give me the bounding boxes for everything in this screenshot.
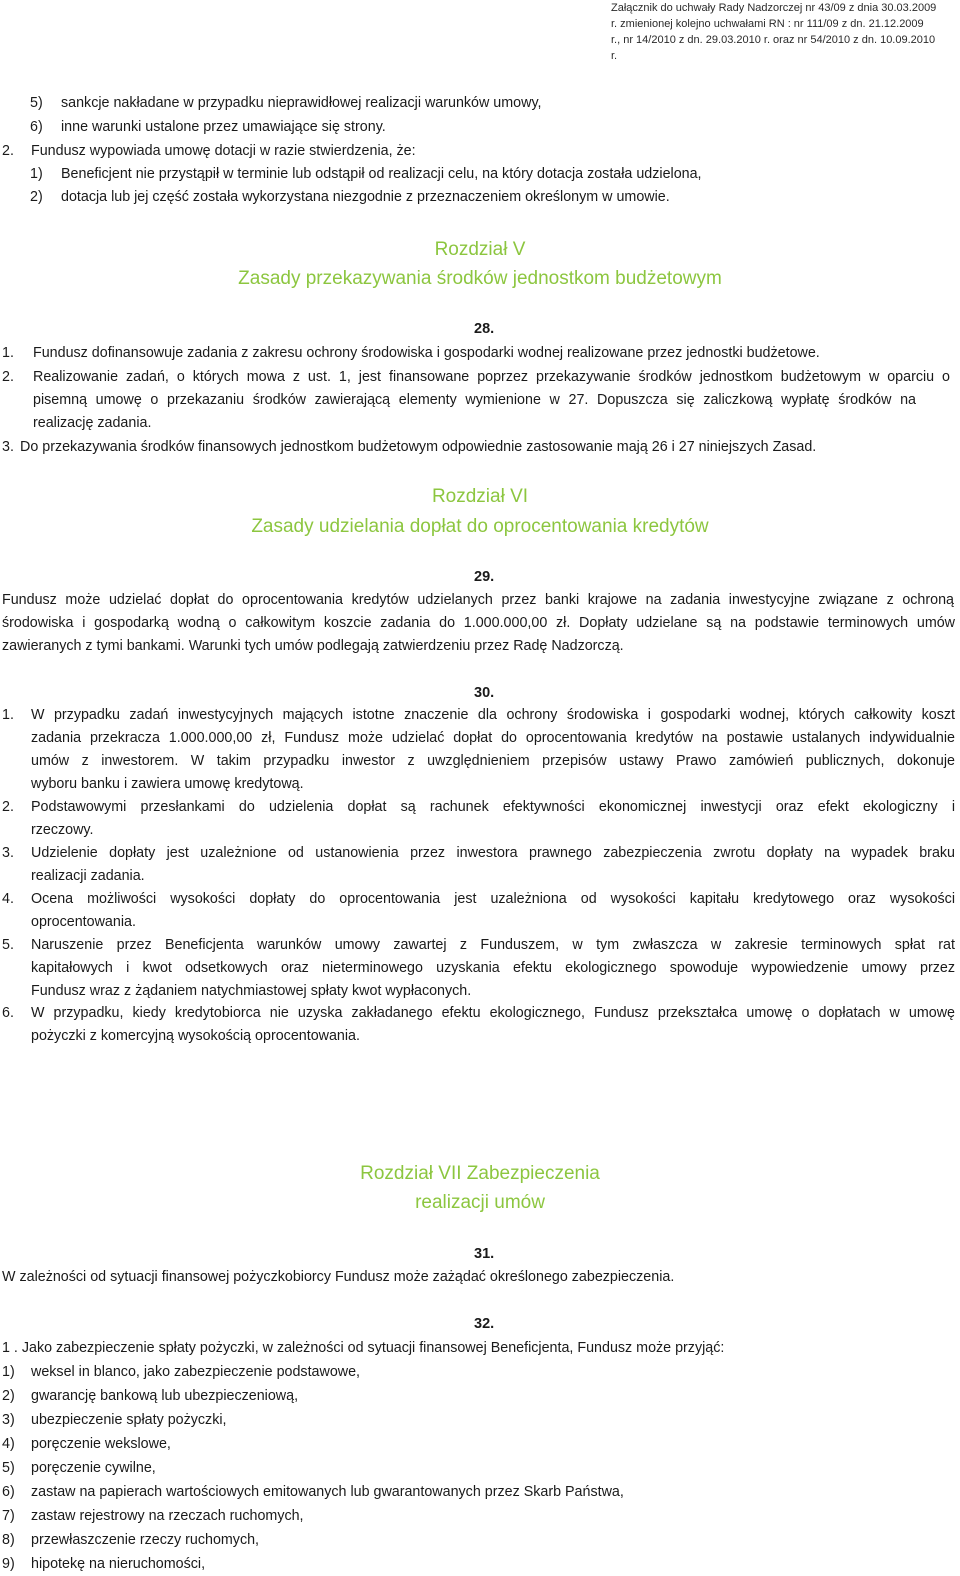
text-line: Fundusz wraz z żądaniem natychmiastowej spłaty kwot wypłaconych. (31, 983, 472, 999)
text-line: Udzielenie dopłaty jest uzależnione od ustanowienia przez inwestora prawnego zabezpieczenia zwrotu dopłaty na wypadek braku (31, 845, 955, 861)
header-line: r., nr 14/2010 z dn. 29.03.2010 r. oraz nr 54/2010 z dn. 10.09.2010 (611, 34, 936, 46)
chapter-title: realizacji umów (415, 1192, 545, 1213)
list-item-line (31, 819, 94, 842)
section-label: 29. (474, 569, 495, 585)
text-line: rzeczowy. (31, 822, 94, 838)
list-item-line (31, 865, 145, 888)
list-number: 3. (2, 845, 14, 861)
list-number: 2. (2, 143, 14, 159)
list-item: inne warunki ustalone przez umawiające się strony. (61, 119, 386, 135)
list-number: 9) (2, 1556, 15, 1572)
paragraph-line (2, 612, 955, 635)
list-number: 8) (2, 1532, 15, 1548)
text-line: W przypadku, kiedy kredytobiorca nie uzyska zakładanego efektu ekologicznego, Fundusz przekształca umowę o dopłatach w umowę (31, 1005, 955, 1021)
paragraph: 1 . Jako zabezpieczenie spłaty pożyczki, w zależności od sytuacji finansowej Beneficjenta, Fundusz może przyjąć: (2, 1340, 725, 1356)
text-line: kapitałowych i kwot odsetkowych oraz nieterminowego uzyskania efektu ekologicznego spowoduje wypowiedzenie umowy przez (31, 960, 955, 976)
header-line: r. (611, 50, 618, 62)
section-number (462, 318, 494, 341)
text-line: Fundusz może udzielać dopłat do oprocentowania kredytów udzielanych przez banki krajowe na zadania inwestycyjne związane z ochroną (2, 592, 954, 608)
list-item: gwarancję bankową lub ubezpieczeniową, (31, 1388, 299, 1404)
header-line: r. zmienionej kolejno uchwałami RN : nr 111/09 z dn. 21.12.2009 (611, 18, 924, 30)
list-number: 5) (2, 1460, 15, 1476)
list-number: 2) (30, 189, 43, 205)
list-item-line (31, 980, 471, 1003)
text-line: realizacji zadania. (31, 868, 145, 884)
list-number: 6. (2, 1005, 14, 1021)
list-number: 6) (30, 119, 43, 135)
list-number: 6) (2, 1484, 15, 1500)
list-number: 2. (2, 799, 14, 815)
chapter-title: Rozdział VI (431, 486, 529, 507)
list-item: przewłaszczenie rzeczy ruchomych, (31, 1532, 260, 1548)
list-item: Beneficjent nie przystąpił w terminie lub odstąpił od realizacji celu, na który dotacja została udzielona, (61, 166, 702, 182)
paragraph: Fundusz wypowiada umowę dotacji w razie stwierdzenia, że: (31, 143, 416, 159)
list-number: 7) (2, 1508, 15, 1524)
list-item-line (31, 957, 955, 980)
list-item: zastaw rejestrowy na rzeczach ruchomych, (31, 1508, 304, 1524)
text-line: wyboru banku i zawiera umowę kredytową. (31, 776, 304, 792)
text-line: Ocena możliwości wysokości dopłaty do oprocentowania jest uzależniona od wysokości kapitału kredytowego oraz wysokości (31, 891, 955, 907)
text-line: środowiska i gospodarką wodną o całkowitym koszcie zadania do 1.000.000,00 zł. Dopłaty udzielane są na podstawie terminowych umów (2, 615, 955, 631)
chapter-subtitle: Zasady udzielania dopłat do oprocentowania kredytów (251, 516, 709, 537)
list-item-line (31, 842, 955, 865)
section-number (462, 682, 494, 705)
list-item: hipotekę na nieruchomości, (31, 1556, 206, 1572)
header-line: Załącznik do uchwały Rady Nadzorczej nr 43/09 z dnia 30.03.2009 (611, 2, 937, 14)
list-number: 5. (2, 937, 14, 953)
list-item-line (31, 704, 955, 727)
list-item: ubezpieczenie spłaty pożyczki, (31, 1412, 227, 1428)
text-line: W przypadku zadań inwestycyjnych mających istotne znaczenie dla ochrony środowiska i gospodarki wodnej, których całkowity koszt (31, 707, 955, 723)
list-item-line (31, 911, 136, 934)
list-item: dotacja lub jej część została wykorzystana niezgodnie z przeznaczeniem określonym w umowie. (61, 189, 670, 205)
text-line: zadania przekracza 1.000.000,00 zł, Fundusz może udzielać dopłat do oprocentowania kredytów na postawie ustalanych indywidualnie (31, 730, 955, 746)
text-line: Naruszenie przez Beneficjenta warunków umowy zawartej z Funduszem, w tym zwłaszcza w zakresie terminowych spłat rat (31, 937, 955, 953)
list-number: 1) (2, 1364, 15, 1380)
list-number: 3) (2, 1412, 15, 1428)
list-item: zastaw na papierach wartościowych emitowanych lub gwarantowanych przez Skarb Państwa, (31, 1484, 624, 1500)
chapter-subtitle: Zasady przekazywania środków jednostkom budżetowym (238, 268, 722, 289)
list-item-line (31, 934, 955, 957)
paragraph: Fundusz dofinansowuje zadania z zakresu ochrony środowiska i gospodarki wodnej realizowane przez jednostki budżetowe. (33, 345, 820, 361)
section-label: 32. (474, 1316, 495, 1332)
paragraph-line: realizację zadania. (33, 415, 152, 431)
text-line: Realizowanie zadań, o których mowa z ust. 1, jest finansowane poprzez przekazywanie środków jednostkom budżetowym w oparciu o (33, 369, 950, 385)
text-line: Podstawowymi przesłankami do udzielenia dopłat są rachunek efektywności ekonomicznej inwestycji oraz efekt ekologiczny i (31, 799, 955, 815)
paragraph: Do przekazywania środków finansowych jednostkom budżetowym odpowiednie zastosowanie mają 26 i 27 niniejszych Zasad. (20, 439, 817, 455)
list-item: weksel in blanco, jako zabezpieczenie podstawowe, (31, 1364, 361, 1380)
list-item-line (31, 1025, 360, 1048)
list-number: 2) (2, 1388, 15, 1404)
list-item-line (31, 750, 955, 773)
section-label: 31. (474, 1246, 495, 1262)
text-line: pisemną umowę o przekazaniu środków zawierającą elementy wymienione w 27. Dopuszcza się zaliczkową wypłatę środków na (33, 392, 916, 408)
list-item: sankcje nakładane w przypadku nieprawidłowej realizacji warunków umowy, (61, 95, 542, 111)
section-number (462, 1243, 494, 1266)
section-number (462, 1313, 494, 1336)
list-item-line (31, 727, 955, 750)
section-label: 28. (474, 321, 495, 337)
text-line: pożyczki z komercyjną wysokością oprocentowania. (31, 1028, 360, 1044)
list-item-line (31, 888, 955, 911)
list-number: 2. (2, 369, 14, 385)
list-number: 4. (2, 891, 14, 907)
list-item-line (31, 773, 304, 796)
text-line: umów z inwestorem. W takim przypadku inwestor z uwzględnieniem przepisów ustawy Prawo zamówień publicznych, dokonuje (31, 753, 955, 769)
list-number: 1) (30, 166, 43, 182)
section-label: 30. (474, 685, 495, 701)
paragraph: W zależności od sytuacji finansowej pożyczkobiorcy Fundusz może zażądać określonego zabezpieczenia. (2, 1269, 675, 1285)
list-number: 4) (2, 1436, 15, 1452)
paragraph-line (33, 389, 916, 412)
chapter-title: Rozdział V (434, 239, 526, 260)
list-item: poręczenie cywilne, (31, 1460, 156, 1476)
text-line: oprocentowania. (31, 914, 136, 930)
list-number: 3. (2, 439, 14, 455)
paragraph-line: zawieranych z tymi bankami. Warunki tych umów podlegają zatwierdzeniu przez Radę Nadzorczą. (2, 638, 624, 654)
paragraph-line (2, 589, 954, 612)
list-number: 1. (2, 345, 14, 361)
section-number (462, 566, 494, 589)
list-item: poręczenie wekslowe, (31, 1436, 171, 1452)
list-item-line (31, 1002, 955, 1025)
list-item-line (31, 796, 955, 819)
list-number: 5) (30, 95, 43, 111)
chapter-title: Rozdział VII Zabezpieczenia (360, 1163, 600, 1184)
list-number: 1. (2, 707, 14, 723)
paragraph-line (33, 366, 950, 389)
